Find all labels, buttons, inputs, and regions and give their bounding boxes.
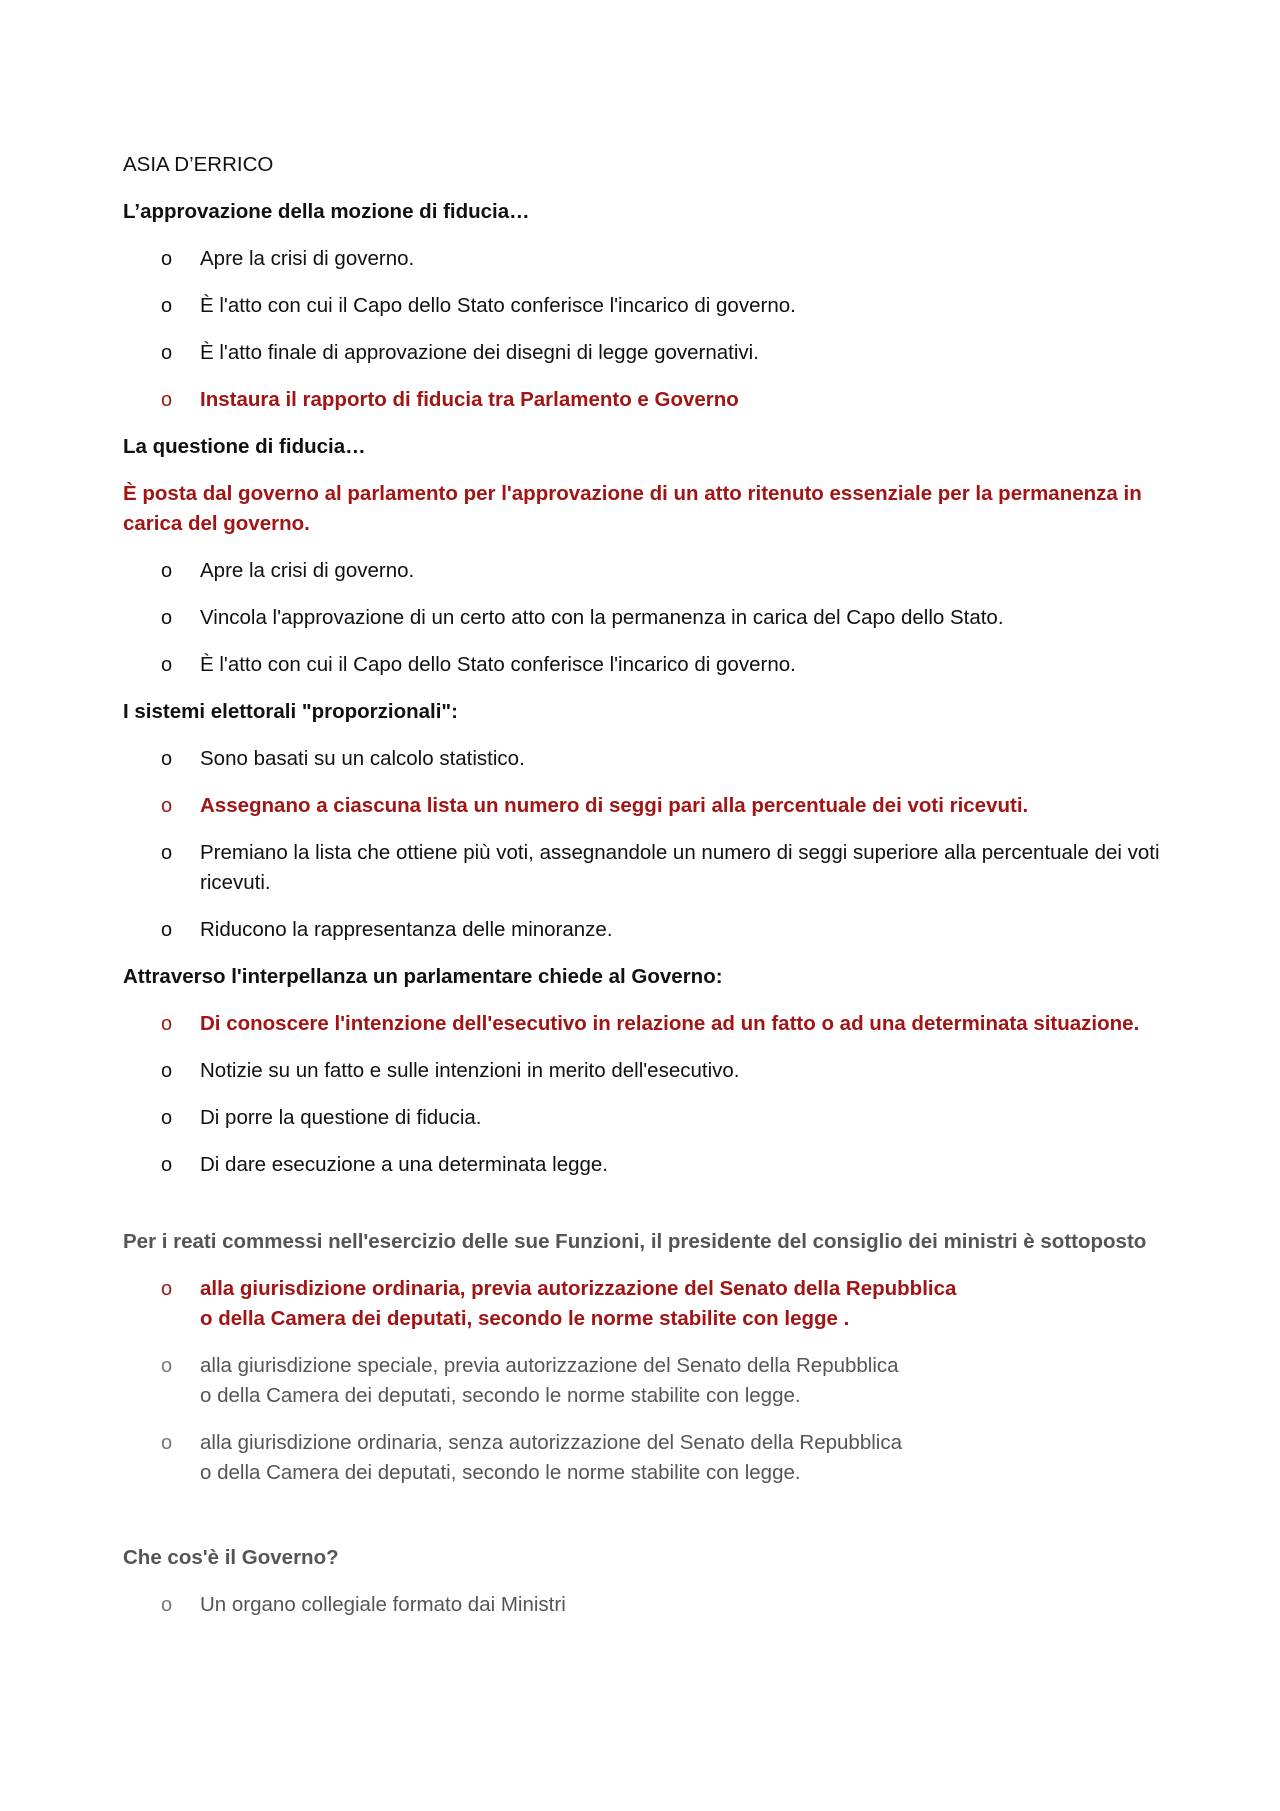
author-name: ASIA D’ERRICO (123, 153, 274, 176)
option: o Premiano la lista che ottiene più voti, assegnandole un numero di seggi superiore alla percentuale dei voti ricevuti. (123, 838, 1173, 898)
option: o È l'atto con cui il Capo dello Stato conferisce l'incarico di governo. (123, 291, 1173, 321)
option: o È l'atto con cui il Capo dello Stato conferisce l'incarico di governo. (123, 650, 1173, 680)
option-correct: o Di conoscere l'intenzione dell'esecutivo in relazione ad un fatto o ad una determinata situazione. (123, 1009, 1173, 1039)
option: o Notizie su un fatto e sulle intenzioni in merito dell'esecutivo. (123, 1056, 1173, 1086)
option: o alla giurisdizione ordinaria, senza autorizzazione del Senato della Repubblica o della Camera dei deputati, secondo le norme stabilite con legge. (123, 1428, 1173, 1488)
document-page (123, 150, 1173, 1637)
question-1: L’approvazione della mozione di fiducia… (123, 200, 530, 223)
question-3: I sistemi elettorali "proporzionali": (123, 700, 458, 723)
bullet-icon: o (161, 654, 173, 676)
option: o Di porre la questione di fiducia. (123, 1103, 1173, 1133)
bullet-icon: o (161, 342, 173, 364)
question-4: Attraverso l'interpellanza un parlamentare chiede al Governo: (123, 965, 723, 988)
bullet-icon: o (161, 1432, 173, 1454)
bullet-icon: o (161, 795, 173, 817)
spacer (123, 1505, 1173, 1543)
option: o alla giurisdizione speciale, previa autorizzazione del Senato della Repubblica o della Camera dei deputati, secondo le norme stabilite con legge. (123, 1351, 1173, 1411)
option: o Apre la crisi di governo. (123, 556, 1173, 586)
bullet-icon: o (161, 1060, 173, 1082)
bullet-icon: o (161, 1278, 173, 1300)
bullet-icon: o (161, 1013, 173, 1035)
answer-text: È posta dal governo al parlamento per l'approvazione di un atto ritenuto essenziale per la permanenza in carica del governo. (123, 482, 1142, 535)
bullet-icon: o (161, 1594, 173, 1616)
question-5: Per i reati commessi nell'esercizio delle sue Funzioni, il presidente del consiglio dei ministri è sottoposto (123, 1230, 1147, 1253)
bullet-icon: o (161, 1154, 173, 1176)
bullet-icon: o (161, 842, 173, 864)
bullet-icon: o (161, 748, 173, 770)
option: o Di dare esecuzione a una determinata legge. (123, 1150, 1173, 1180)
bullet-icon: o (161, 295, 173, 317)
bullet-icon: o (161, 919, 173, 941)
bullet-icon: o (161, 248, 173, 270)
option: o È l'atto finale di approvazione dei disegni di legge governativi. (123, 338, 1173, 368)
bullet-icon: o (161, 560, 173, 582)
option-correct: o Assegnano a ciascuna lista un numero di seggi pari alla percentuale dei voti ricevuti. (123, 791, 1173, 821)
bullet-icon: o (161, 1107, 173, 1129)
option: o Vincola l'approvazione di un certo atto con la permanenza in carica del Capo dello Stato. (123, 603, 1173, 633)
option: o Apre la crisi di governo. (123, 244, 1173, 274)
option: o Un organo collegiale formato dai Ministri (123, 1590, 1173, 1620)
question-6: Che cos'è il Governo? (123, 1546, 339, 1569)
option-correct: o Instaura il rapporto di fiducia tra Parlamento e Governo (123, 385, 1173, 415)
bullet-icon: o (161, 389, 173, 411)
question-2: La questione di fiducia… (123, 435, 366, 458)
bullet-icon: o (161, 1355, 173, 1377)
option: o Sono basati su un calcolo statistico. (123, 744, 1173, 774)
option-correct: o alla giurisdizione ordinaria, previa autorizzazione del Senato della Repubblica o della Camera dei deputati, secondo le norme stabilite con legge . (123, 1274, 1173, 1334)
option: o Riducono la rappresentanza delle minoranze. (123, 915, 1173, 945)
bullet-icon: o (161, 607, 173, 629)
spacer (123, 1197, 1173, 1227)
